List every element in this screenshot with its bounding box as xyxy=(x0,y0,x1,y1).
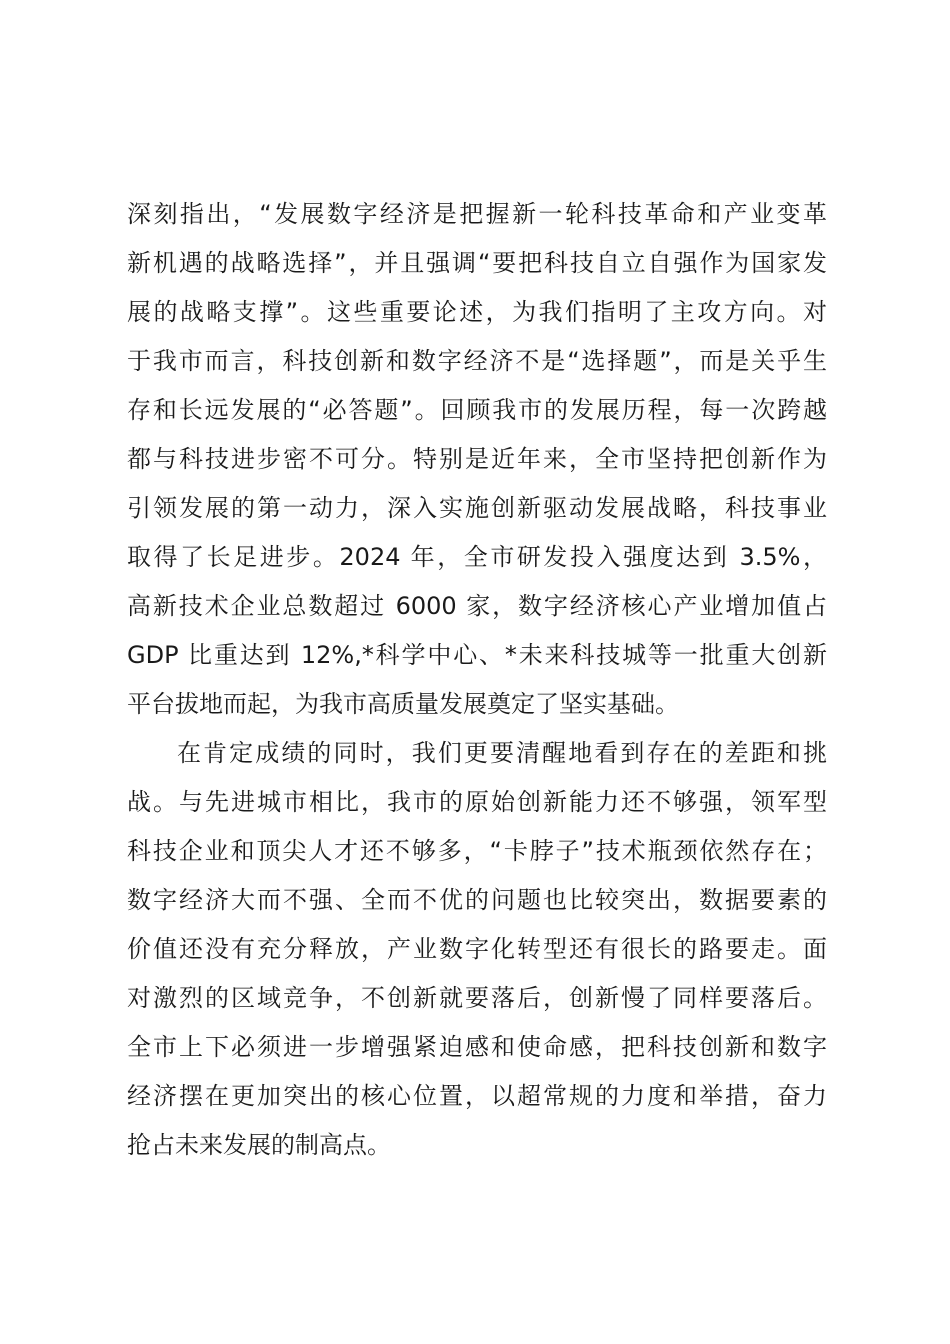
text-line: 数字经济大而不强、全而不优的问题也比较突出，数据要素的 xyxy=(127,886,827,914)
text-line: 平台拔地而起，为我市高质量发展奠定了坚实基础。 xyxy=(127,690,679,718)
text-line: 取得了长足进步。2024 年，全市研发投入强度达到 3.5%， xyxy=(127,543,827,571)
document-body xyxy=(127,190,827,1170)
text-line: 深刻指出，“发展数字经济是把握新一轮科技革命和产业变革 xyxy=(127,200,827,228)
text-line: 在肯定成绩的同时，我们更要清醒地看到存在的差距和挑 xyxy=(177,739,827,767)
text-line: 于我市而言，科技创新和数字经济不是“选择题”，而是关乎生 xyxy=(127,347,827,375)
text-line: 都与科技进步密不可分。特别是近年来，全市坚持把创新作为 xyxy=(127,445,827,473)
text-line: 对激烈的区域竞争，不创新就要落后，创新慢了同样要落后。 xyxy=(127,984,827,1012)
text-line: 展的战略支撑”。这些重要论述，为我们指明了主攻方向。对 xyxy=(127,298,827,326)
text-line: 高新技术企业总数超过 6000 家，数字经济核心产业增加值占 xyxy=(127,592,827,620)
text-line: 抢占未来发展的制高点。 xyxy=(127,1131,391,1159)
text-line: GDP 比重达到 12%,*科学中心、*未来科技城等一批重大创新 xyxy=(127,641,827,669)
text-line: 新机遇的战略选择”，并且强调“要把科技自立自强作为国家发 xyxy=(127,249,827,277)
text-line: 科技企业和顶尖人才还不够多，“卡脖子”技术瓶颈依然存在； xyxy=(127,837,827,865)
text-line: 经济摆在更加突出的核心位置，以超常规的力度和举措，奋力 xyxy=(127,1082,827,1110)
text-line: 引领发展的第一动力，深入实施创新驱动发展战略，科技事业 xyxy=(127,494,827,522)
paragraph-1 xyxy=(127,190,827,729)
text-line: 价值还没有充分释放，产业数字化转型还有很长的路要走。面 xyxy=(127,935,827,963)
text-line: 存和长远发展的“必答题”。回顾我市的发展历程，每一次跨越 xyxy=(127,396,827,424)
paragraph-2 xyxy=(127,729,827,1170)
text-line: 战。与先进城市相比，我市的原始创新能力还不够强，领军型 xyxy=(127,788,827,816)
text-line: 全市上下必须进一步增强紧迫感和使命感，把科技创新和数字 xyxy=(127,1033,827,1061)
